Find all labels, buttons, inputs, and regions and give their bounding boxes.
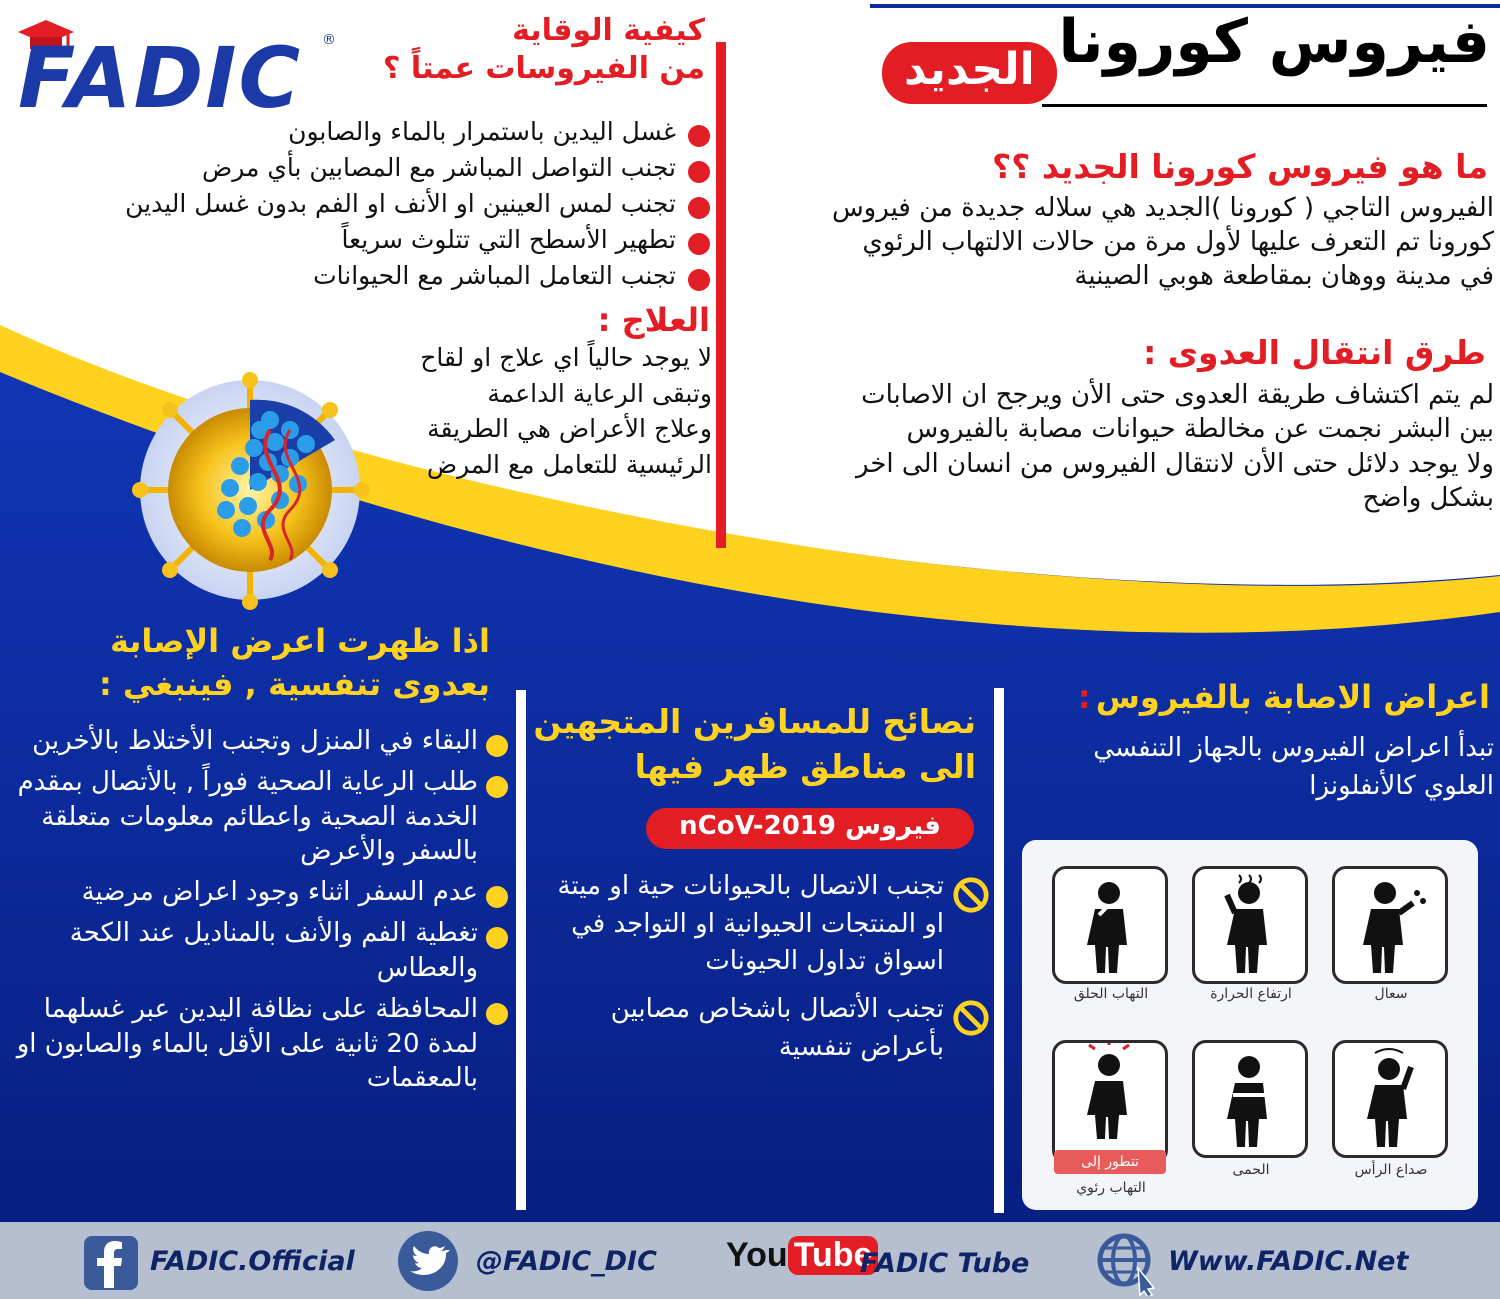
bullet-icon xyxy=(486,1003,508,1025)
treatment-text: لا يوجد حالياً اي علاج او لقاح وتبقى الرعاية الداعمة وعلاج الأعراض هي الطريقة الرئيسية للتعامل مع المرض xyxy=(420,343,712,479)
ncov-badge: فيروس nCoV-2019 xyxy=(646,808,974,849)
bullet-icon xyxy=(688,233,710,255)
symptom-label: التهاب الحلق xyxy=(1073,986,1149,1002)
divider xyxy=(516,690,526,1210)
sore-throat-icon xyxy=(1055,869,1165,981)
twitter-link[interactable]: @FADIC_DIC xyxy=(476,1246,657,1277)
symptom-tile xyxy=(1192,1040,1308,1158)
fadic-logo[interactable] xyxy=(12,14,336,127)
symptom-tile xyxy=(1052,1040,1168,1164)
symptom-tile xyxy=(1052,866,1168,984)
list-item: البقاء في المنزل وتجنب الأختلاط بالأخرين xyxy=(8,724,508,759)
list-item: طلب الرعاية الصحية فوراً , بالأتصال بمقدم الخدمة الصحية واعطائم معلومات متعلقة بالسفر والأعرض xyxy=(8,765,508,869)
list-item: المحافظة على نظافة اليدين عبر غسلهما لمدة 20 ثانية على الأقل بالماء والصابون او بالمعقمات xyxy=(8,992,508,1096)
list-item: تطهير الأسطح التي تتلوث سريعاً xyxy=(10,222,710,258)
bullet-icon xyxy=(688,161,710,183)
globe-icon[interactable] xyxy=(1094,1230,1160,1296)
travelers-heading: نصائح للمسافرين المتجهين الى مناطق ظهر فيها xyxy=(533,702,976,786)
treatment-heading: العلاج : xyxy=(597,301,710,339)
title-underline xyxy=(1042,104,1487,107)
headache-icon xyxy=(1335,1043,1445,1155)
symptom-tile xyxy=(1332,1040,1448,1158)
title-badge: الجديد xyxy=(882,42,1057,104)
youtube-icon[interactable]: You Tube xyxy=(726,1236,878,1286)
symptom-tile xyxy=(1332,866,1448,984)
list-item: تغطية الفم والأنف بالمناديل عند الكحة والعطاس xyxy=(8,916,508,986)
what-is-heading: ما هو فيروس كورونا الجديد ؟؟ xyxy=(992,147,1488,186)
list-item: تجنب الاتصال بالحيوانات حية او ميتة او المنتجات الحيوانية او التواجد في اسواق تداول الحيونات xyxy=(540,868,990,981)
twitter-icon[interactable] xyxy=(394,1230,462,1292)
facebook-link[interactable]: FADIC.Official xyxy=(150,1246,355,1277)
bullet-icon xyxy=(688,269,710,291)
if-symptoms-heading: اذا ظهرت اعرض الإصابة بعدوى تنفسية , فينبغي : xyxy=(98,622,490,704)
bullet-icon xyxy=(486,776,508,798)
transmission-heading: طرق انتقال العدوى : xyxy=(1143,333,1486,372)
footer-bar xyxy=(0,1222,1500,1299)
divider xyxy=(716,42,726,548)
progression-badge: تتطور إلى xyxy=(1054,1150,1166,1174)
youtube-link[interactable]: FADIC Tube xyxy=(860,1248,1030,1279)
list-item: غسل اليدين باستمرار بالماء والصابون xyxy=(10,114,710,150)
pneumonia-icon xyxy=(1055,1043,1165,1147)
transmission-text: لم يتم اكتشاف طريقة العدوى حتى الأن ويرجح ان الاصابات بين البشر نجمت عن مخالطة حيوانات مصابة بالفيروس ولا يوجد دلائل حتى الأن لانتقال الفيروس من انسان الى اخر بشكل واضح xyxy=(856,380,1494,513)
bullet-icon xyxy=(486,886,508,908)
symptom-label: سعال xyxy=(1374,986,1408,1002)
facebook-icon[interactable] xyxy=(82,1234,140,1292)
page-title: فيروس كورونا xyxy=(1058,7,1490,77)
list-item: تجنب التواصل المباشر مع المصابين بأي مرض xyxy=(10,150,710,186)
symptoms-card xyxy=(1022,840,1478,1210)
symptom-label: الحمى xyxy=(1232,1162,1270,1178)
symptom-label: التهاب رئوي xyxy=(1076,1180,1146,1196)
chills-icon xyxy=(1195,1043,1305,1155)
symptom-label: صداع الرأس xyxy=(1354,1162,1428,1178)
list-item: عدم السفر اثناء وجود اعراض مرضية xyxy=(8,875,508,910)
travelers-list xyxy=(540,868,990,1066)
list-item: تجنب التعامل المباشر مع الحيوانات xyxy=(10,258,710,294)
bullet-icon xyxy=(688,197,710,219)
symptom-label: ارتفاع الحرارة xyxy=(1210,986,1292,1002)
bullet-icon xyxy=(486,927,508,949)
prohibited-icon xyxy=(952,999,990,1037)
fever-icon xyxy=(1195,869,1305,981)
bullet-icon xyxy=(486,735,508,757)
symptoms-heading: اعراض الاصابة بالفيروس : xyxy=(1077,678,1490,716)
website-link[interactable]: Www.FADIC.Net xyxy=(1168,1246,1409,1277)
symptoms-text: تبدأ اعراض الفيروس بالجهاز التنفسي العلوي كالأنفلونزا xyxy=(1093,733,1494,801)
prevention-heading: كيفية الوقاية من الفيروسات عمتاً ؟ xyxy=(382,13,705,86)
registered-mark: ® xyxy=(322,32,336,48)
cough-icon xyxy=(1335,869,1445,981)
bullet-icon xyxy=(688,125,710,147)
prohibited-icon xyxy=(952,876,990,914)
if-symptoms-list xyxy=(8,724,508,1102)
list-item: تجنب الأتصال باشخاص مصابين بأعراض تنفسية xyxy=(540,991,990,1066)
divider xyxy=(994,688,1004,1213)
symptom-tile xyxy=(1192,866,1308,984)
logo-text: FADIC xyxy=(18,29,303,127)
virus-icon xyxy=(130,370,370,610)
prevention-list xyxy=(10,114,710,294)
what-is-text: الفيروس التاجي ( كورونا )الجديد هي سلاله جديدة من فيروس كورونا تم التعرف عليها لأول مرة من حالات الالتهاب الرئوي في مدينة ووهان بمقاطعة هوبي الصينية xyxy=(831,193,1494,291)
list-item: تجنب لمس العينين او الأنف او الفم بدون غسل اليدين xyxy=(10,186,710,222)
